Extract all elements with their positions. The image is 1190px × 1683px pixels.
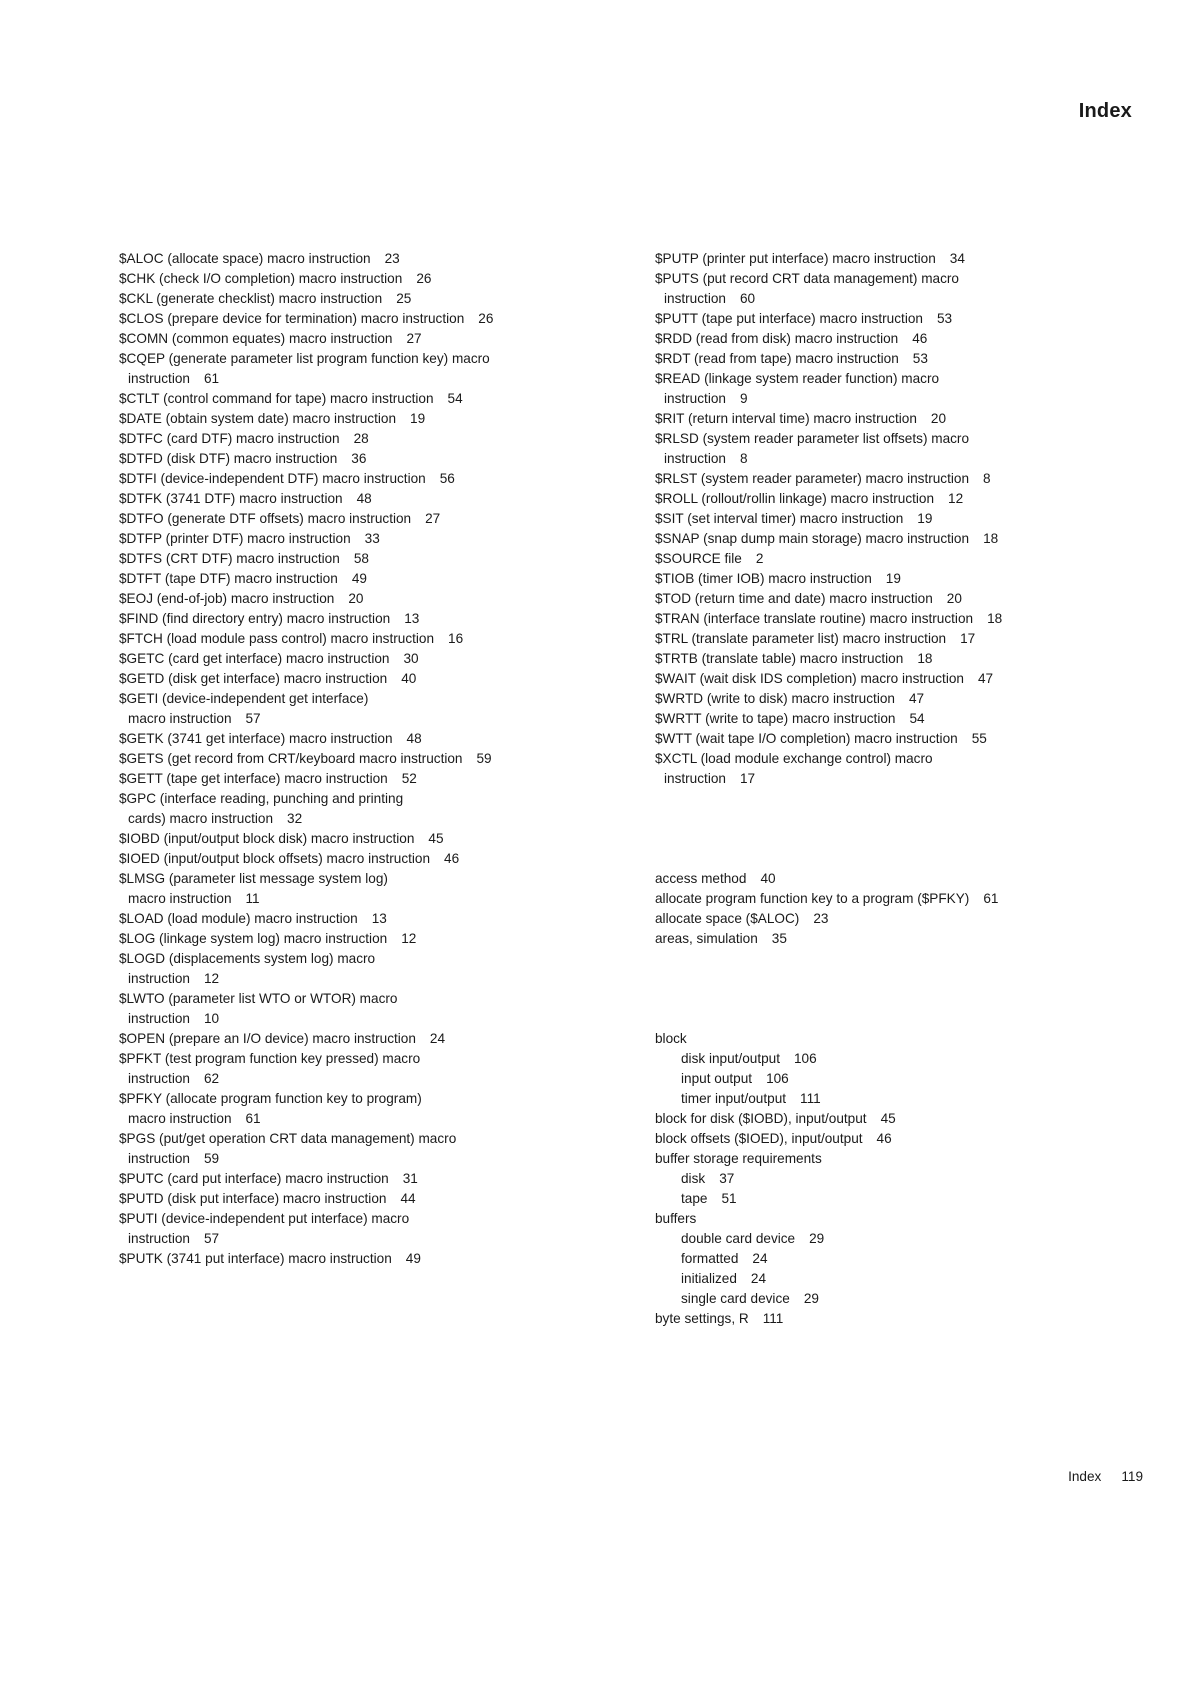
entry-page-number: 106: [794, 1051, 817, 1066]
entry-page-number: 26: [416, 271, 432, 286]
entry-page-number: 29: [803, 1291, 819, 1306]
entry-text: $CQEP (generate parameter list program function key) macro: [119, 351, 490, 366]
index-entry: [119, 589, 589, 609]
entry-text: $CHK (check I/O completion) macro instruction: [119, 271, 403, 286]
entry-text: $DTFP (printer DTF) macro instruction: [119, 531, 351, 546]
entry-text: $RIT (return interval time) macro instruction: [655, 411, 917, 426]
entry-page-number: 47: [908, 691, 925, 706]
entry-text: $DTFC (card DTF) macro instruction: [119, 431, 340, 446]
entry-page-number: 26: [478, 311, 494, 326]
entry-text: input output: [681, 1071, 753, 1086]
index-entry: [119, 489, 589, 509]
index-entry: [655, 369, 1125, 389]
index-entry: [119, 669, 589, 689]
entry-text: $ALOC (allocate space) macro instruction: [119, 251, 371, 266]
entry-page-number: 24: [750, 1271, 767, 1286]
entry-page-number: 13: [371, 911, 387, 926]
entry-text: buffer storage requirements: [655, 1151, 822, 1166]
entry-page-number: 40: [760, 871, 776, 886]
entry-text: $PUTD (disk put interface) macro instruction: [119, 1191, 387, 1206]
entry-page-number: 44: [400, 1191, 416, 1206]
entry-text: $DTFS (CRT DTF) macro instruction: [119, 551, 340, 566]
entry-page-number: 19: [917, 511, 933, 526]
index-entry-continuation: [119, 709, 589, 729]
entry-page-number: 20: [930, 411, 947, 426]
entry-page-number: 23: [813, 911, 829, 926]
entry-page-number: 45: [428, 831, 444, 846]
entry-page-number: 23: [384, 251, 400, 266]
entry-page-number: 59: [203, 1151, 220, 1166]
entry-text: macro instruction: [128, 891, 232, 906]
index-entry: [655, 429, 1125, 449]
index-column-right: [655, 249, 1125, 1329]
entry-page-number: 17: [739, 771, 756, 786]
entry-page-number: 20: [348, 591, 364, 606]
entry-text: single card device: [681, 1291, 790, 1306]
entry-text: instruction: [128, 371, 190, 386]
index-entry: [119, 309, 589, 329]
entry-text: $PUTI (device-independent put interface) macro: [119, 1211, 410, 1226]
index-entry: [655, 1029, 1125, 1049]
entry-text: block for disk ($IOBD), input/output: [655, 1111, 867, 1126]
index-entry: [655, 1309, 1125, 1329]
index-entry: [655, 909, 1125, 929]
index-entry: [119, 269, 589, 289]
entry-page-number: 48: [356, 491, 372, 506]
entry-page-number: 58: [353, 551, 369, 566]
index-entry: [119, 749, 589, 769]
entry-text: $SOURCE file: [655, 551, 742, 566]
entry-text: $DTFD (disk DTF) macro instruction: [119, 451, 338, 466]
entry-text: $GETD (disk get interface) macro instruction: [119, 671, 388, 686]
entry-text: $DTFO (generate DTF offsets) macro instruction: [119, 511, 412, 526]
entry-text: $WRTD (write to disk) macro instruction: [655, 691, 895, 706]
entry-page-number: 53: [912, 351, 928, 366]
entry-text: $IOBD (input/output block disk) macro instruction: [119, 831, 415, 846]
entry-text: $TRL (translate parameter list) macro instruction: [655, 631, 947, 646]
entry-text: $XCTL (load module exchange control) macro: [655, 751, 933, 766]
index-entry: [119, 729, 589, 749]
index-entry: [119, 569, 589, 589]
index-entry: [119, 1129, 589, 1149]
entry-text: $CKL (generate checklist) macro instruction: [119, 291, 383, 306]
entry-page-number: 10: [203, 1011, 220, 1026]
index-entry: [119, 629, 589, 649]
entry-text: instruction: [128, 1011, 190, 1026]
entry-text: instruction: [664, 391, 726, 406]
index-entry: [119, 249, 589, 269]
index-entry: [655, 329, 1125, 349]
entry-page-number: 12: [948, 491, 964, 506]
index-subentry: [655, 1189, 1125, 1209]
entry-text: $DTFI (device-independent DTF) macro instruction: [119, 471, 426, 486]
index-entry: [655, 509, 1125, 529]
index-subentry: [655, 1289, 1125, 1309]
entry-page-number: 18: [983, 531, 999, 546]
entry-page-number: 12: [401, 931, 417, 946]
entry-text: initialized: [681, 1271, 737, 1286]
entry-text: double card device: [681, 1231, 796, 1246]
index-entry: [655, 889, 1125, 909]
entry-page-number: 56: [439, 471, 455, 486]
entry-text: macro instruction: [128, 1111, 232, 1126]
index-entry: [119, 1209, 589, 1229]
entry-text: $FTCH (load module pass control) macro instruction: [119, 631, 435, 646]
index-entry-continuation: [119, 969, 589, 989]
entry-page-number: 60: [739, 291, 756, 306]
index-entry: [655, 729, 1125, 749]
entry-page-number: 36: [351, 451, 367, 466]
entry-text: instruction: [664, 771, 726, 786]
index-entry: [655, 709, 1125, 729]
entry-page-number: 46: [912, 331, 928, 346]
index-entry: [119, 1169, 589, 1189]
index-entry: [655, 409, 1125, 429]
entry-text: $IOED (input/output block offsets) macro instruction: [119, 851, 431, 866]
entry-text: $DATE (obtain system date) macro instruction: [119, 411, 397, 426]
index-entry: [655, 549, 1125, 569]
index-entry: [655, 269, 1125, 289]
index-subentry: [655, 1049, 1125, 1069]
entry-text: $CTLT (control command for tape) macro instruction: [119, 391, 434, 406]
entry-page-number: 19: [410, 411, 426, 426]
index-entry: [655, 929, 1125, 949]
entry-text: $PFKY (allocate program function key to program): [119, 1091, 422, 1106]
entry-text: $LOAD (load module) macro instruction: [119, 911, 358, 926]
entry-text: $PUTC (card put interface) macro instruction: [119, 1171, 389, 1186]
index-entry: [119, 909, 589, 929]
index-entry: [119, 829, 589, 849]
entry-page-number: 19: [885, 571, 901, 586]
index-entry: [119, 869, 589, 889]
entry-text: $TRTB (translate table) macro instruction: [655, 651, 904, 666]
entry-page-number: 16: [448, 631, 464, 646]
entry-text: block: [655, 1031, 687, 1046]
index-entry: [119, 529, 589, 549]
entry-text: $GPC (interface reading, punching and printing: [119, 791, 404, 806]
index-entry: [655, 749, 1125, 769]
entry-text: instruction: [128, 1151, 190, 1166]
entry-text: areas, simulation: [655, 931, 758, 946]
index-entry: [119, 1249, 589, 1269]
entry-text: $SIT (set interval timer) macro instruction: [655, 511, 904, 526]
index-entry-continuation: [119, 1149, 589, 1169]
index-entry: [119, 689, 589, 709]
entry-page-number: 17: [960, 631, 976, 646]
entry-page-number: 48: [406, 731, 422, 746]
index-entry: [119, 949, 589, 969]
index-entry: [655, 349, 1125, 369]
index-entry-continuation: [655, 289, 1125, 309]
entry-text: $LMSG (parameter list message system log): [119, 871, 388, 886]
index-entry-continuation: [655, 389, 1125, 409]
entry-text: $DTFK (3741 DTF) macro instruction: [119, 491, 343, 506]
entry-text: $TRAN (interface translate routine) macro instruction: [655, 611, 974, 626]
entry-page-number: 11: [245, 891, 260, 906]
entry-text: $WRTT (write to tape) macro instruction: [655, 711, 896, 726]
index-entry: [119, 609, 589, 629]
entry-text: $PUTK (3741 put interface) macro instruction: [119, 1251, 392, 1266]
index-subentry: [655, 1089, 1125, 1109]
entry-text: $ROLL (rollout/rollin linkage) macro instruction: [655, 491, 935, 506]
entry-text: $PGS (put/get operation CRT data management) macro: [119, 1131, 457, 1146]
entry-text: $EOJ (end-of-job) macro instruction: [119, 591, 335, 606]
index-entry: [655, 869, 1125, 889]
index-entry: [119, 389, 589, 409]
index-entry-continuation: [119, 1009, 589, 1029]
entry-page-number: 54: [909, 711, 925, 726]
index-subentry: [655, 1169, 1125, 1189]
entry-page-number: 31: [402, 1171, 418, 1186]
index-entry: [655, 529, 1125, 549]
index-entry: [119, 769, 589, 789]
entry-page-number: 61: [245, 1111, 261, 1126]
entry-text: access method: [655, 871, 747, 886]
entry-text: $PUTP (printer put interface) macro instruction: [655, 251, 936, 266]
index-column-left: [119, 249, 589, 1269]
entry-text: $GETS (get record from CRT/keyboard macro instruction: [119, 751, 463, 766]
entry-text: $RLSD (system reader parameter list offsets) macro: [655, 431, 970, 446]
index-entry-continuation: [119, 1109, 589, 1129]
entry-page-number: 18: [917, 651, 933, 666]
entry-text: $OPEN (prepare an I/O device) macro instruction: [119, 1031, 416, 1046]
index-entry: [119, 549, 589, 569]
entry-page-number: 35: [771, 931, 787, 946]
index-entry: [655, 1149, 1125, 1169]
index-entry: [655, 629, 1125, 649]
entry-page-number: 61: [983, 891, 999, 906]
entry-text: formatted: [681, 1251, 739, 1266]
index-entry: [119, 1029, 589, 1049]
entry-page-number: 24: [752, 1251, 768, 1266]
entry-page-number: 49: [405, 1251, 421, 1266]
entry-page-number: 49: [351, 571, 367, 586]
page-number: 119: [1121, 1469, 1143, 1484]
entry-text: allocate space ($ALOC): [655, 911, 800, 926]
entry-page-number: 24: [429, 1031, 446, 1046]
entry-text: $GETK (3741 get interface) macro instruction: [119, 731, 393, 746]
index-entry: [119, 849, 589, 869]
page-title: Index: [1078, 100, 1132, 122]
entry-text: $SNAP (snap dump main storage) macro instruction: [655, 531, 970, 546]
entry-text: $CLOS (prepare device for termination) macro instruction: [119, 311, 465, 326]
index-entry: [655, 1129, 1125, 1149]
entry-page-number: 25: [396, 291, 412, 306]
entry-page-number: 37: [719, 1171, 735, 1186]
entry-text: $WTT (wait tape I/O completion) macro instruction: [655, 731, 958, 746]
index-entry: [655, 469, 1125, 489]
entry-text: $RDD (read from disk) macro instruction: [655, 331, 899, 346]
entry-text: $PUTT (tape put interface) macro instruction: [655, 311, 923, 326]
index-entry: [655, 609, 1125, 629]
entry-text: $FIND (find directory entry) macro instruction: [119, 611, 391, 626]
index-entry: [655, 689, 1125, 709]
entry-page-number: 29: [809, 1231, 825, 1246]
entry-page-number: 52: [401, 771, 417, 786]
entry-text: disk input/output: [681, 1051, 780, 1066]
index-entry: [655, 669, 1125, 689]
entry-page-number: 57: [203, 1231, 220, 1246]
index-entry-continuation: [119, 889, 589, 909]
entry-page-number: 46: [876, 1131, 892, 1146]
index-entry: [655, 589, 1125, 609]
entry-page-number: 53: [936, 311, 953, 326]
entry-text: instruction: [128, 971, 190, 986]
index-entry: [119, 409, 589, 429]
entry-text: instruction: [664, 291, 726, 306]
index-entry: [119, 469, 589, 489]
entry-text: block offsets ($IOED), input/output: [655, 1131, 863, 1146]
index-entry: [119, 449, 589, 469]
index-entry: [119, 1089, 589, 1109]
entry-text: tape: [681, 1191, 708, 1206]
entry-text: $LOG (linkage system log) macro instruction: [119, 931, 388, 946]
footer-label: Index: [1068, 1469, 1102, 1484]
entry-text: buffers: [655, 1211, 697, 1226]
entry-page-number: 40: [401, 671, 417, 686]
entry-text: $DTFT (tape DTF) macro instruction: [119, 571, 338, 586]
entry-page-number: 30: [403, 651, 419, 666]
entry-page-number: 12: [203, 971, 220, 986]
entry-page-number: 59: [476, 751, 492, 766]
entry-page-number: 27: [406, 331, 422, 346]
entry-page-number: 27: [425, 511, 441, 526]
index-group-dollar-continued: [655, 249, 1125, 789]
entry-page-number: 8: [983, 471, 991, 486]
index-entry: [119, 429, 589, 449]
entry-text: $COMN (common equates) macro instruction: [119, 331, 393, 346]
entry-text: instruction: [128, 1231, 190, 1246]
entry-page-number: 61: [203, 371, 220, 386]
entry-text: instruction: [664, 451, 726, 466]
index-entry: [655, 249, 1125, 269]
index-entry: [655, 1109, 1125, 1129]
entry-text: byte settings, R: [655, 1311, 749, 1326]
section-gap: [655, 789, 1125, 869]
index-subentry: [655, 1229, 1125, 1249]
index-entry: [655, 489, 1125, 509]
index-entry: [119, 989, 589, 1009]
index-entry: [119, 289, 589, 309]
index-entry: [119, 1189, 589, 1209]
index-subentry: [655, 1269, 1125, 1289]
index-entry: [655, 649, 1125, 669]
index-entry-continuation: [119, 1069, 589, 1089]
entry-page-number: 18: [987, 611, 1003, 626]
entry-page-number: 20: [946, 591, 962, 606]
entry-page-number: 2: [755, 551, 764, 566]
index-entry: [119, 649, 589, 669]
entry-page-number: 106: [766, 1071, 789, 1086]
entry-text: $RDT (read from tape) macro instruction: [655, 351, 899, 366]
index-entry: [119, 789, 589, 809]
entry-page-number: 13: [404, 611, 420, 626]
entry-text: macro instruction: [128, 711, 232, 726]
index-entry-continuation: [119, 809, 589, 829]
index-entry: [119, 929, 589, 949]
index-entry: [119, 329, 589, 349]
entry-page-number: 32: [287, 811, 303, 826]
entry-text: disk: [681, 1171, 706, 1186]
entry-text: $GETT (tape get interface) macro instruction: [119, 771, 388, 786]
entry-page-number: 57: [245, 711, 261, 726]
section-gap: [655, 949, 1125, 1029]
entry-page-number: 45: [880, 1111, 896, 1126]
index-subentry: [655, 1069, 1125, 1089]
entry-text: $LOGD (displacements system log) macro: [119, 951, 376, 966]
page-footer: [1068, 1469, 1143, 1484]
index-entry-continuation: [655, 769, 1125, 789]
entry-text: $READ (linkage system reader function) macro: [655, 371, 940, 386]
entry-page-number: 33: [364, 531, 380, 546]
entry-text: timer input/output: [681, 1091, 787, 1106]
entry-page-number: 8: [739, 451, 748, 466]
entry-text: cards) macro instruction: [128, 811, 274, 826]
entry-page-number: 46: [444, 851, 460, 866]
index-entry: [655, 1209, 1125, 1229]
index-entry-continuation: [119, 369, 589, 389]
entry-page-number: 55: [971, 731, 987, 746]
index-group-a: [655, 869, 1125, 949]
entry-text: instruction: [128, 1071, 190, 1086]
entry-text: $RLST (system reader parameter) macro instruction: [655, 471, 970, 486]
index-entry: [655, 309, 1125, 329]
index-entry: [119, 349, 589, 369]
index-group-b: [655, 1029, 1125, 1329]
index-entry: [655, 569, 1125, 589]
entry-page-number: 47: [977, 671, 994, 686]
index-entry: [119, 1049, 589, 1069]
entry-text: $GETC (card get interface) macro instruction: [119, 651, 390, 666]
entry-text: $PUTS (put record CRT data management) macro: [655, 271, 959, 286]
entry-text: allocate program function key to a program ($PFKY): [655, 891, 970, 906]
index-entry-continuation: [655, 449, 1125, 469]
entry-page-number: 9: [739, 391, 748, 406]
entry-text: $PFKT (test program function key pressed) macro: [119, 1051, 421, 1066]
entry-text: $WAIT (wait disk IDS completion) macro instruction: [655, 671, 964, 686]
entry-page-number: 111: [762, 1311, 784, 1326]
entry-text: $GETI (device-independent get interface): [119, 691, 369, 706]
entry-page-number: 111: [800, 1091, 821, 1106]
index-subentry: [655, 1249, 1125, 1269]
entry-text: $TIOB (timer IOB) macro instruction: [655, 571, 872, 586]
entry-page-number: 54: [447, 391, 463, 406]
entry-text: $LWTO (parameter list WTO or WTOR) macro: [119, 991, 398, 1006]
index-entry: [119, 509, 589, 529]
entry-page-number: 51: [721, 1191, 737, 1206]
entry-page-number: 62: [203, 1071, 220, 1086]
entry-text: $TOD (return time and date) macro instruction: [655, 591, 933, 606]
entry-page-number: 34: [949, 251, 965, 266]
entry-page-number: 28: [353, 431, 369, 446]
index-entry-continuation: [119, 1229, 589, 1249]
